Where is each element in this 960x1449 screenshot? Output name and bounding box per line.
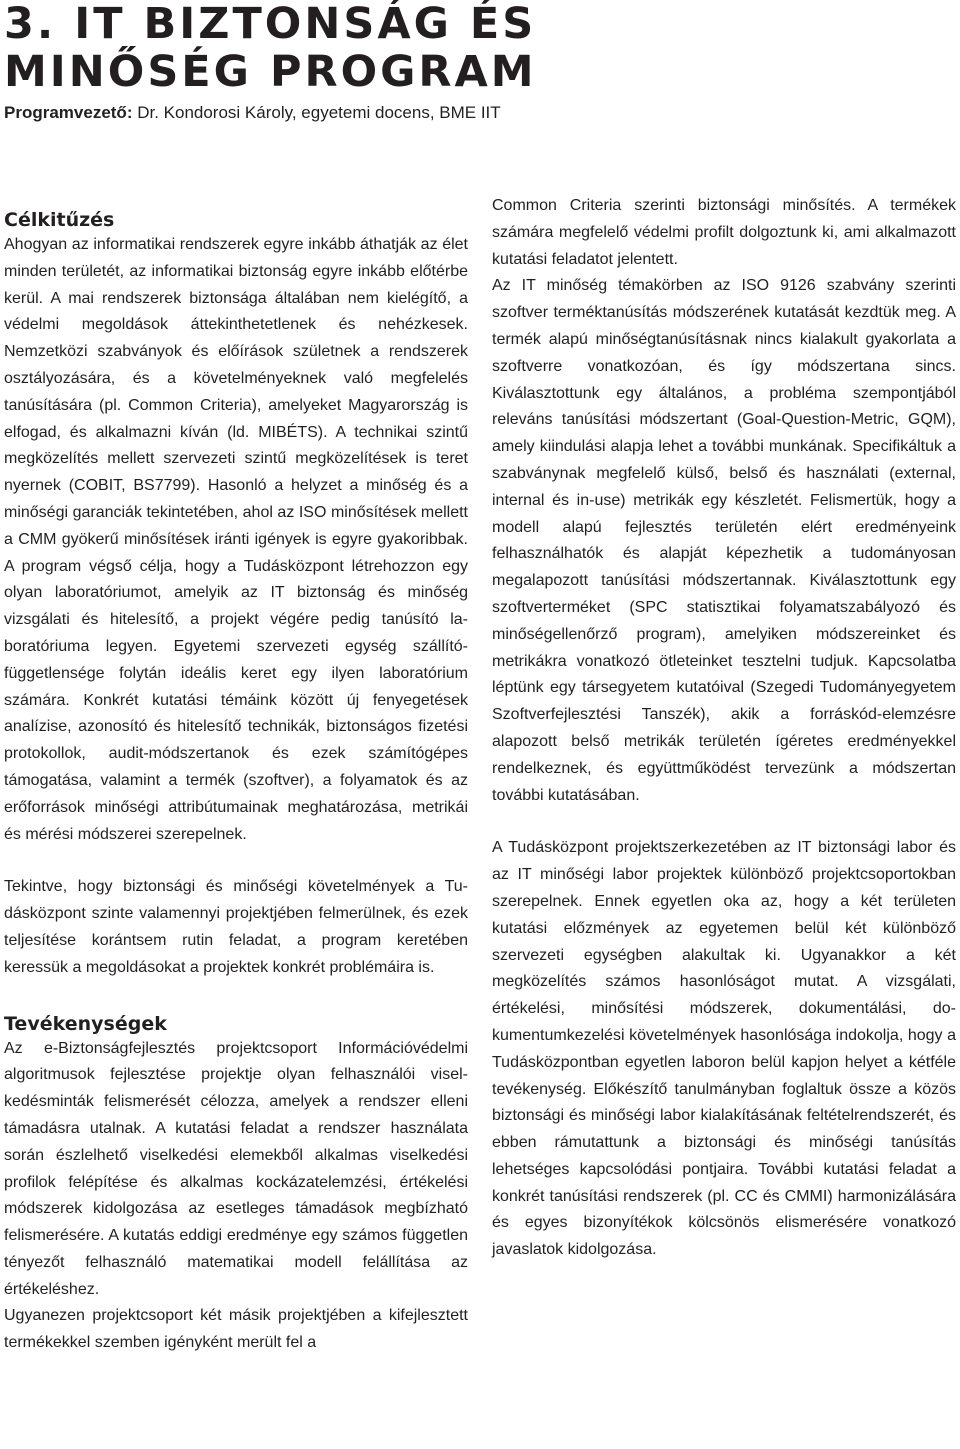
program-leader-value: Dr. Kondorosi Károly, egyetemi docens, BME IIT (132, 103, 501, 122)
right-paragraph-3: A Tudásközpont projektszerkezetében az IT biztonsági labor és az IT minőségi labor projektek különböző projektcsoportokban szerepelnek. Ennek egyetlen oka az, hogy a két területen kutatási előzmények az egyetemen belül két különböző szervezeti egységben alakultak ki. Ugyanakkor a két megközelítés számos hasonlóságot mutat. A vizsgálati, értékelési, minősítési módszerek, dokumentálási, dokumentumkezelési követelmények hasonlósága indokolja, hogy a Tudásközpontban egyetlen laboron belül kapjon helyet a kétféle tevékenység. Előkészítő tanulmányban foglaltuk össze a közös biztonsági és minőségi labor kialakításának feltételrendszerét, és ebben rámutattunk a biztonsági és minőségi tanúsítás lehetséges kapcsolódási pontjaira. További kutatási feladat a konkrét tanúsítási rendszerek (pl. CC és CMMI) harmonizálására és egyes bizonyítékok kölcsönös elismerésére vonatkozó javaslatok kidolgozása. (492, 839, 956, 1259)
page-title (4, 0, 537, 96)
left-column (4, 208, 468, 1357)
activities-paragraph-2: Ugyanezen projektcsoport két másik projektjében a kifejlesztett termékekkel szemben igényként merült fel a (4, 1307, 468, 1352)
activities-paragraph-1: Az e-Biztonságfejlesztés projektcsoport Információvédelmi algoritmusok fejlesztése projektje olyan felhasználói viselkedésminták felismerését célozza, amelyek a rendszer elleni támadásra utalnak. A kutatási feladat a rendszer használata során észlelhető viselkedési elemekből alkalmas viselkedési profilok felépítése és alkalmas kockázatelemzési, értékelési módszerek kidolgozása az esetleges támadások megbízható felismerésére. A kutatás eddigi eredménye egy számos független tényezőt felhasználó matematikai modell felállítása az értékeléshez. (4, 1039, 468, 1298)
right-paragraph-2: Az IT minőség témakörben az ISO 9126 szabvány szerinti szoftver terméktanúsítás módszerének kutatását kezdtük meg. A termék alapú minőségtanúsításnak nincs kialakult gyakorlata a szoftverre vonatkozóan, és így módszertana sincs. Kiválasztottunk egy általános, a probléma szempontjából releváns tanúsítási módszertant (Goal-Question-Metric, GQM), amely kiindulási alapja lehet a további munkának. Specifikáltuk a szabványnak megfelelő külső, belső és használati (external, internal és in-use) metrikák egy készletét. Felismertük, hogy a modell alapú fejlesztés területén elért eredményeink felhasználhatók és alapját képezhetik a tudományosan megalapozott tanúsítási módszertannak. Kiválasztottunk egy szoftverterméket (SPC statisztikai folyamatszabályozó és minőségellenőrző program), amelyiken módszereinket és metrikákra vonatkozó ötleteinket tesztelni tudjuk. Kapcsolatba léptünk egy társegyetem kutatóival (Szegedi Tudományegyetem Szoftverfejlesztési Tanszék), akik a forráskód-elemzésre alapozott belső metrikák területén ígéretes eredményekkel rendelkeznek, és együttműködést tervezünk a módszertan további kutatásában. (492, 277, 956, 804)
section-heading-activities: Tevékenységek (4, 1012, 167, 1035)
right-paragraph-1: Common Criteria szerinti biztonsági minősítés. A termékek számára megfelelő védelmi profilt dolgoztunk ki, ami alkalmazott kutatási feladatot jelentett. (492, 197, 956, 268)
program-leader (4, 102, 501, 124)
goals-paragraph-1: Ahogyan az informatikai rendszerek egyre inkább áthatják az élet minden területét, az informatikai biztonság egyre inkább előtérbe kerül. A mai rendszerek biztonsága általában nem kielégítő, a védelmi megoldások áttekinthetetlenek és nehézkesek. Nemzetközi szabványok és előírások születnek a rendszerek osztályozására, és a követelményeknek való megfelelés tanúsítására (pl. Common Criteria), amelyeket Magyarország is elfogad, és alkalmazni kíván (ld. MIBÉTS). A technikai szintű megközelítés mellett szervezeti szintű megközelítések is teret nyernek (COBIT, BS7799). Hasonló a helyzet a minőség és a minőségi garanciák tekintetében, ahol az ISO minősítések mellett a CMM gyökerű minősítések iránti igények is egyre gyakoribbak. A program végső célja, hogy a Tudásközpont létrehozzon egy olyan laboratóriumot, amelyik az IT biztonság és minőség vizsgálati és hitelesítő, a projekt végére pedig tanúsító laboratóriuma legyen. Egyetemi szervezeti egység szállítófüggetlensége folytán ideális keret egy ilyen laboratórium számára. Konkrét kutatási témáink között új fenyegetések analízise, azonosító és hitelesítő technikák, biztonságos fizetési protokollok, audit-módszertanok és ezek számítógépes támogatása, valamint a termék (szoftver), a folyamatok és az erőforrások minőségi attribútumainak meghatározása, metrikái és mérési módszerei szerepelnek. (4, 236, 468, 843)
page-title-line-2: MINŐSÉG PROGRAM (4, 47, 537, 97)
program-leader-label: Programvezető: (4, 103, 133, 122)
right-column (492, 193, 956, 1264)
page-title-line-1: 3. IT BIZTONSÁG ÉS (4, 0, 537, 49)
goals-paragraph-2: Tekintve, hogy biztonsági és minőségi követelmények a Tudásközpont szinte valamennyi projektjében felmerülnek, és ezek teljesítése korántsem rutin feladat, a program keretében keressük a megoldásokat a projektek konkrét problémáira is. (4, 878, 468, 976)
section-heading-goals: Célkitűzés (4, 209, 115, 231)
